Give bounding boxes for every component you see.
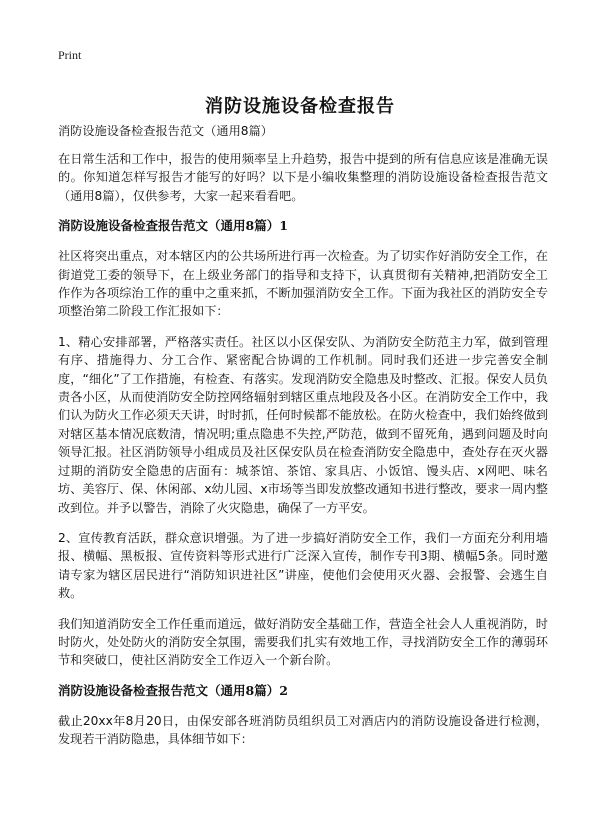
section-1-paragraph-2: 1、精心安排部署，严格落实责任。社区以小区保安队、为消防安全防范主力军，做到管理有序、措施得力、分工合作、紧密配合协调的工作机制。同时我们还进一步完善安全制度，“细化”了工作措施，有检查、有落实。发现消防安全隐患及时整改、汇报。保安人员负责各小区，从而使消防安全防控网络辐射到辖区重点地段及各小区。在消防安全工作中，我们认为防火工作必须天天讲，时时抓，任何时候都不能放松。在防火检查中，我们始终做到对辖区基本情况底数清，情况明;重点隐患不失控,严防范，做到不留死角，遇到问题及时向领导汇报。社区消防领导小组成员及社区保安队员在检查消防安全隐患中，查处存在灭火器过期的消防安全隐患的店面有：城茶馆、茶馆、家具店、小饭馆、馒头店、x网吧、味名坊、美容厅、保、休闲部、x幼儿园、x市场等当即发放整改通知书进行整改，要求一周内整改到位。并予以警告，消除了火灾隐患，确保了一方平安。	[58, 334, 548, 515]
section-1-paragraph-1: 社区将突出重点，对本辖区内的公共场所进行再一次检查。为了切实作好消防安全工作，在街道党工委的领导下，在上级业务部门的指导和支持下，认真贯彻有关精神,把消防安全工作作为各项综治工作的重中之重来抓，不断加强消防安全工作。下面为我社区的消防安全专项整治第二阶段工作汇报如下：	[58, 249, 548, 319]
section-1-heading: 消防设施设备检查报告范文（通用8篇）1	[58, 218, 288, 234]
document-title: 消防设施设备检查报告	[205, 96, 395, 118]
section-1-paragraph-3: 2、宣传教育活跃，群众意识增强。为了进一步搞好消防安全工作，我们一方面充分利用墙报、横幅、黑板报、宣传资料等形式进行广泛深入宣传，制作专刊3期、横幅5条。同时邀请专家为辖区居民进行“消防知识进社区”讲座，使他们会使用灭火器、会报警、会逃生自救。	[58, 530, 548, 601]
document-subtitle: 消防设施设备检查报告范文（通用8篇）	[58, 124, 273, 138]
print-label[interactable]: Print	[58, 48, 82, 62]
intro-paragraph: 在日常生活和工作中，报告的使用频率呈上升趋势，报告中提到的所有信息应该是准确无误的。你知道怎样写报告才能写的好吗？以下是小编收集整理的消防设施设备检查报告范文（通用8篇），仅供参考，大家一起来看看吧。	[58, 152, 548, 203]
section-2-paragraph-1: 截止20xx年8月20日，由保安部各班消防员组织员工对酒店内的消防设施设备进行检测，发现若干消防隐患，具体细节如下：	[58, 713, 548, 747]
document-body	[58, 122, 548, 761]
section-1-paragraph-4: 我们知道消防安全工作任重而道远，做好消防安全基础工作，营造全社会人人重视消防，时时防火，处处防火的消防安全氛围，需要我们扎实有效地工作，寻找消防安全工作的薄弱环节和突破口，使社区消防安全工作迈入一个新台阶。	[58, 616, 548, 668]
section-2-heading: 消防设施设备检查报告范文（通用8篇）2	[58, 682, 288, 698]
